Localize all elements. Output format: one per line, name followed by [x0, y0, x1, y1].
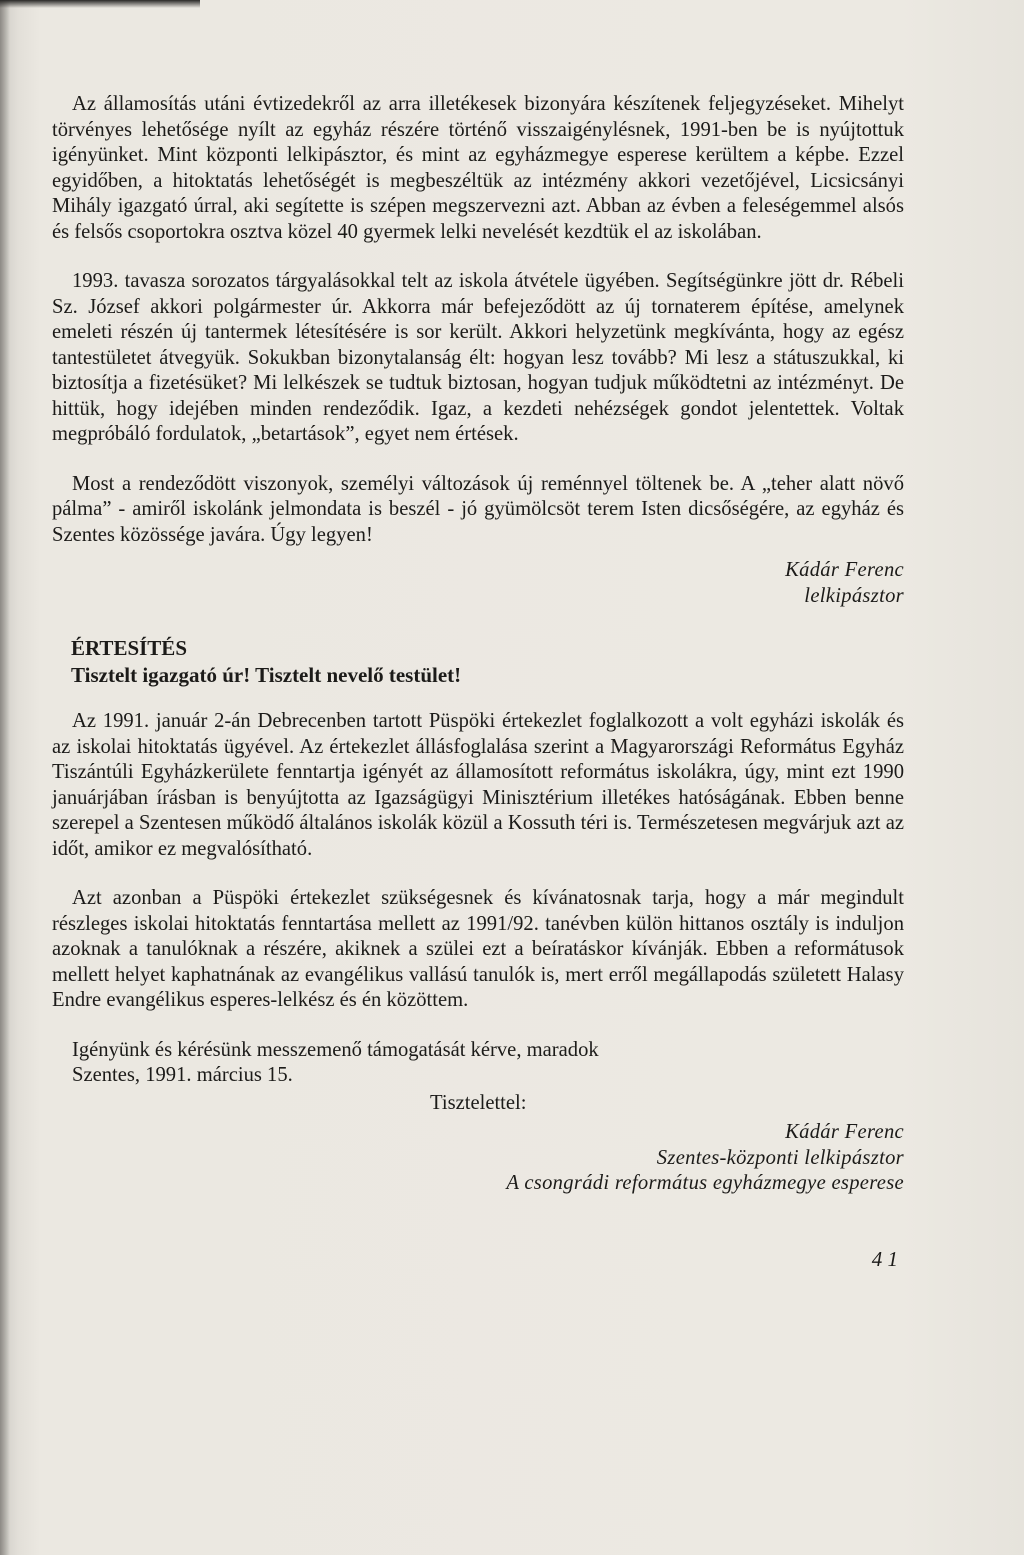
closing-line: Igényünk és kérésünk messzemenő támogatását kérve, maradok	[72, 1038, 599, 1061]
signature2-name: Kádár Ferenc	[785, 1121, 904, 1143]
signature-name: Kádár Ferenc	[785, 559, 904, 581]
paragraph-1: Az államosítás utáni évtizedekről az arra illetékesek bizonyára készítenek feljegyzéseket. Mihelyt törvényes lehetősége nyílt az egyház részére történő visszaigénylésnek, 1991-ben be is nyújtottuk igényünket. Mint központi lelkipásztor, és mint az egyházmegye esperese kerültem a képbe. Ezzel egyidőben, a hitoktatás lehetőségét is megbeszéltük az intézmény akkori vezetőjével, Licsicsányi Mihály igazgató úrral, aki segítette is szépen megszervezni azt. Abban az évben a feleségemmel alsós és felsős csoportokra osztva közel 40 gyermek lelki nevelését kezdtük el az iskolában.	[52, 93, 904, 243]
place-date: Szentes, 1991. március 15.	[72, 1064, 293, 1086]
footer-area	[52, 1197, 904, 1277]
paragraph-3: Most a rendeződött viszonyok, személyi változások új reménnyel töltenek be. A „teher alatt növő pálma” - amiről iskolánk jelmondata is beszél - jó gyümölcsöt terem Isten dicsőségére, az egyház és Szentes közössége javára. Úgy legyen!	[52, 472, 904, 546]
binding-shadow	[0, 0, 10, 1555]
regards: Tisztelettel:	[430, 1091, 527, 1114]
page-number: 4 1	[871, 1246, 898, 1271]
notice-paragraph-1: Az 1991. január 2-án Debrecenben tartott Püspöki értekezlet foglalkozott a volt egyházi iskolák és az iskolai hitoktatás ügyével. Az értekezlet állásfoglalása szerint a Magyarországi Református Egyház Tiszántúli Egyházkerülete fenntartja igényét az államosított református iskolákra, úgy, mint ezt 1990 januárjában írásban is benyújtotta az Igazságügyi Minisztérium illetékes hatóságának. Ebben benne szerepel a Szentesen működő általános iskolák közül a Kossuth téri is. Természetesen megvárjuk azt az időt, amikor ez megvalósítható.	[52, 710, 904, 860]
signature2-role: A csongrádi református egyházmegye esperese	[506, 1172, 904, 1194]
signature2-title: Szentes-központi lelkipásztor	[656, 1146, 904, 1169]
notice-heading: ÉRTESÍTÉS	[71, 636, 187, 660]
notice-salutation: Tisztelt igazgató úr! Tisztelt nevelő testület!	[71, 663, 462, 687]
notice-paragraph-2: Azt azonban a Püspöki értekezlet szükségesnek és kívánatosnak tarja, hogy a már megindult részleges iskolai hitoktatás fenntartása mellett az 1991/92. tanévben külön hittanos osztály is induljon azoknak a tanulóknak a részére, akiknek a szülei ezt a beíratáskor kívánják. Ebben a reformátusok mellett helyet kaphatnának az evangélikus vallású tanulók is, mert erről megállapodás született Halasy Endre evangélikus esperes-lelkész és én közöttem.	[52, 887, 904, 1011]
signature-block-1	[52, 558, 904, 609]
signature-title: lelkipásztor	[804, 584, 904, 607]
paragraph-2: 1993. tavasza sorozatos tárgyalásokkal telt az iskola átvétele ügyében. Segítségünkre jött dr. Rébeli Sz. József akkori polgármester úr. Akkorra már befejeződött az új tornaterem építése, amelynek emeleti részén új tantermek létesítésére is sor került. Akkori helyzetünk megkívánta, hogy az egész tantestületet átvegyük. Sokukban bizonytalanság élt: hogyan lesz tovább? Mi lesz a státuszukkal, ki biztosítja a fizetésüket? Mi lelkészek se tudtuk biztosan, hogyan tudjuk működtetni az intézményt. De hittük, hogy idejében minden rendeződik. Igaz, a kezdeti nehézségek gondot jelentettek. Voltak megpróbáló fordulatok, „betartások”, egyet nem értések.	[52, 270, 904, 445]
signature-block-2	[52, 1120, 904, 1197]
page-content	[52, 92, 904, 1277]
top-edge-shadow	[0, 0, 200, 8]
